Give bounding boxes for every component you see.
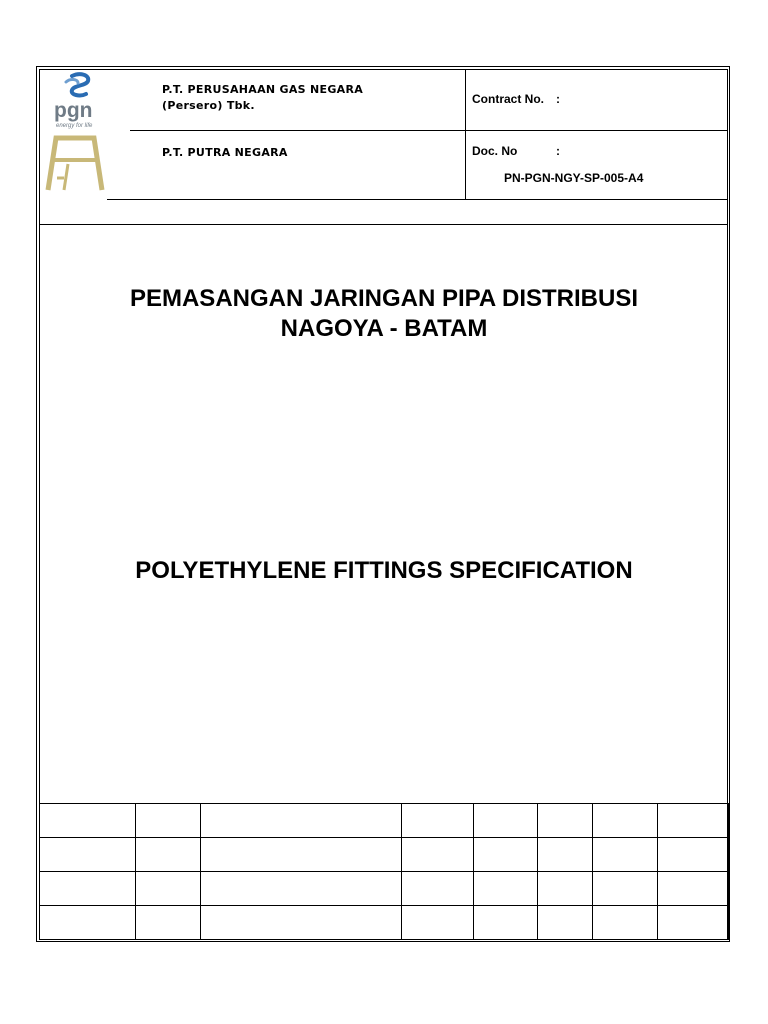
project-title-line2: NAGOYA - BATAM [280, 315, 488, 342]
table-cell [136, 838, 201, 872]
table-cell [538, 906, 593, 940]
table-cell [593, 838, 658, 872]
company-secondary: P.T. PUTRA NEGARA [162, 146, 288, 159]
table-cell [40, 838, 136, 872]
pgn-logo-tagline: energy for life [56, 123, 93, 129]
table-cell [201, 872, 402, 906]
table-cell [658, 804, 729, 838]
revision-table-body [40, 804, 729, 940]
table-cell [40, 906, 136, 940]
table-cell [538, 838, 593, 872]
project-title [40, 284, 728, 344]
table-cell [136, 906, 201, 940]
project-title-line1: PEMASANGAN JARINGAN PIPA DISTRIBUSI [129, 285, 639, 312]
company-primary-line1: P.T. PERUSAHAAN GAS NEGARA [162, 83, 364, 96]
table-row [40, 906, 729, 940]
table-cell [658, 838, 729, 872]
table-cell [201, 838, 402, 872]
frame-inner-top [39, 69, 728, 70]
revision-table [39, 803, 729, 940]
table-cell [201, 906, 402, 940]
table-cell [593, 804, 658, 838]
table-cell [658, 906, 729, 940]
table-cell [538, 872, 593, 906]
company-primary [162, 82, 363, 114]
table-row [40, 872, 729, 906]
table-cell [593, 906, 658, 940]
header-divider-1 [130, 130, 728, 131]
table-cell [474, 804, 538, 838]
doc-number: PN-PGN-NGY-SP-005-A4 [504, 171, 644, 185]
table-cell [474, 872, 538, 906]
document-title: POLYETHYLENE FITTINGS SPECIFICATION [135, 557, 633, 584]
table-cell [40, 804, 136, 838]
table-row [40, 838, 729, 872]
table-cell [593, 872, 658, 906]
table-cell [136, 872, 201, 906]
header-divider-2 [107, 199, 728, 200]
pgn-logo [50, 70, 108, 130]
table-cell [538, 804, 593, 838]
table-cell [402, 804, 474, 838]
table-cell [474, 838, 538, 872]
contract-label: Contract No. [472, 92, 544, 106]
table-cell [474, 906, 538, 940]
table-cell [402, 872, 474, 906]
table-cell [658, 872, 729, 906]
table-cell [136, 804, 201, 838]
table-cell [402, 906, 474, 940]
company-primary-line2: (Persero) Tbk. [162, 99, 255, 112]
table-cell [40, 872, 136, 906]
header-column-divider [465, 69, 466, 199]
table-cell [201, 804, 402, 838]
header-bottom-border [39, 224, 728, 225]
table-row [40, 804, 729, 838]
putra-negara-logo [44, 134, 106, 192]
doc-label: Doc. No [472, 144, 518, 158]
table-cell [402, 838, 474, 872]
doc-colon: : [556, 144, 560, 158]
pgn-logo-text: pgn [54, 99, 93, 122]
contract-colon: : [556, 92, 560, 106]
